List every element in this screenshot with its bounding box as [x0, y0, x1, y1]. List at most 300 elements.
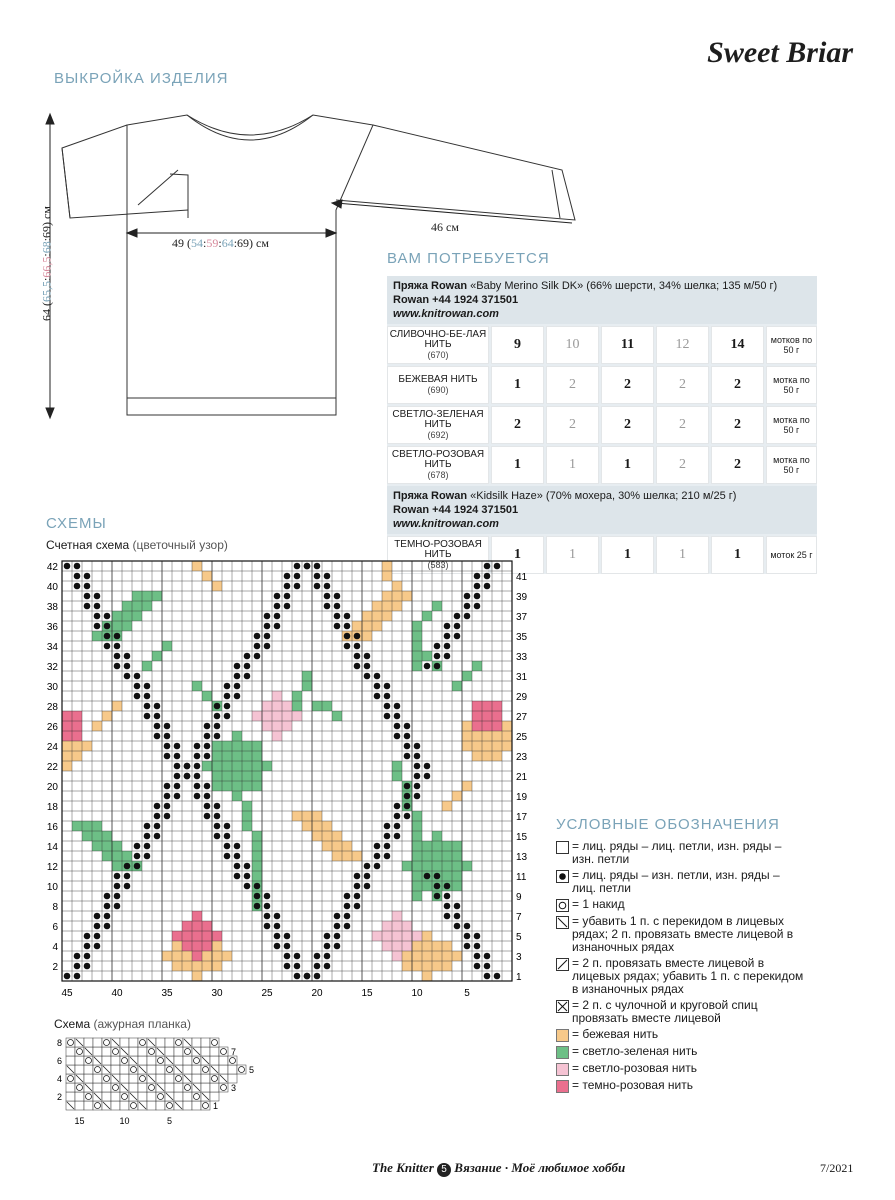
stitch-dot [444, 623, 451, 630]
row-label: 35 [516, 632, 528, 643]
yarn1-header [387, 276, 817, 324]
chart-cell [432, 941, 442, 951]
stitch-dot [384, 823, 391, 830]
row-label: 5 [516, 932, 522, 943]
chart-cell [242, 781, 252, 791]
chart-cell [452, 871, 462, 881]
stitch-dot [394, 813, 401, 820]
stitch-dot [284, 943, 291, 950]
stitch-dot [474, 953, 481, 960]
chart-cell [462, 671, 472, 681]
chart-cell [212, 951, 222, 961]
stitch-dot [354, 893, 361, 900]
stitch-dot [234, 673, 241, 680]
chart-cell [382, 571, 392, 581]
stitch-dot [454, 903, 461, 910]
stitch-dot [94, 603, 101, 610]
lace-cell [147, 1101, 156, 1110]
chart-cell [232, 781, 242, 791]
chart-cell [212, 941, 222, 951]
stitch-dot [404, 783, 411, 790]
lace-cell [192, 1065, 201, 1074]
chart-cell [62, 751, 72, 761]
chart-cell [142, 591, 152, 601]
chart-cell [112, 611, 122, 621]
stitch-dot [344, 643, 351, 650]
stitch-dot [114, 643, 121, 650]
lace-cell [129, 1047, 138, 1056]
stitch-dot [494, 563, 501, 570]
lace-cell [93, 1074, 102, 1083]
stitch-dot [114, 653, 121, 660]
stitch-dot [134, 693, 141, 700]
length-sep-1: : [39, 277, 54, 281]
chart-cell [192, 961, 202, 971]
material-unit: мотка по 50 г [766, 406, 817, 444]
lace-cell [192, 1101, 201, 1110]
legend-text: = темно-розовая нить [572, 1078, 694, 1092]
lace-cell [219, 1056, 228, 1065]
chart-cell [412, 951, 422, 961]
row-label: 8 [52, 902, 58, 913]
stitch-dot [314, 583, 321, 590]
chart-cell [132, 611, 142, 621]
stitch-dot [124, 863, 131, 870]
lace-cell [192, 1038, 201, 1047]
chart-cell [242, 761, 252, 771]
stitch-dot [384, 703, 391, 710]
stitch-dot [134, 853, 141, 860]
chart-cell [452, 881, 462, 891]
chart-cell [102, 851, 112, 861]
stitch-dot [104, 913, 111, 920]
stitch-dot [264, 623, 271, 630]
row-label: 27 [516, 712, 528, 723]
stitch-dot [164, 793, 171, 800]
stitch-dot [114, 903, 121, 910]
lace-cell [120, 1074, 129, 1083]
legend-symbol-dot [556, 870, 569, 883]
stitch-dot [214, 823, 221, 830]
stitch-dot [114, 893, 121, 900]
row-label: 40 [46, 582, 58, 593]
stitch-dot [84, 933, 91, 940]
chart-cell [292, 691, 302, 701]
stitch-dot [94, 593, 101, 600]
stitch-dot [444, 883, 451, 890]
material-quantity: 2 [656, 366, 709, 404]
legend-symbol-cross [556, 1000, 569, 1013]
stitch-dot [74, 953, 81, 960]
chart-cell [202, 691, 212, 701]
chart-cell [262, 711, 272, 721]
chart-cell [212, 751, 222, 761]
stitch-dot [434, 653, 441, 660]
legend-item [556, 1079, 806, 1093]
stitch-dot [284, 593, 291, 600]
stitch-dot [314, 963, 321, 970]
material-unit: мотка по 50 г [766, 366, 817, 404]
material-quantity: 9 [491, 326, 544, 364]
stitch-dot [444, 643, 451, 650]
chart-cell [232, 771, 242, 781]
chart-cell [72, 731, 82, 741]
stitch-dot [264, 893, 271, 900]
chart-cell [402, 591, 412, 601]
stitch-dot [464, 923, 471, 930]
stitch-dot [324, 593, 331, 600]
stitch-dot [424, 773, 431, 780]
chart-cell [232, 791, 242, 801]
chart-cell [72, 821, 82, 831]
footer-mag2: Вязание · Моё любимое хобби [454, 1160, 626, 1175]
stitch-dot [454, 613, 461, 620]
chart-cell [472, 661, 482, 671]
stitch-dot [134, 673, 141, 680]
chart-cell [242, 771, 252, 781]
row-label: 36 [46, 622, 58, 633]
chart-cell [502, 731, 512, 741]
stitch-dot [254, 643, 261, 650]
stitch-dot [254, 893, 261, 900]
stitch-dot [134, 683, 141, 690]
stitch-dot [214, 733, 221, 740]
chart-cell [202, 921, 212, 931]
stitch-dot [354, 903, 361, 910]
stitch-dot [284, 963, 291, 970]
stitch-dot [404, 803, 411, 810]
material-name-text: ТЕМНО-РОЗОВАЯ НИТЬ [394, 539, 482, 560]
stitch-dot [294, 963, 301, 970]
chart-cell [92, 721, 102, 731]
chart-cell [352, 851, 362, 861]
chart-cell [322, 831, 332, 841]
chart-cell [122, 621, 132, 631]
chart-cell [442, 951, 452, 961]
width-label [172, 236, 269, 251]
chart-cell [242, 811, 252, 821]
chart-cell [272, 701, 282, 711]
chart-cell [422, 971, 432, 981]
stitch-dot [254, 653, 261, 660]
chart-cell [372, 601, 382, 611]
lace-cell [210, 1047, 219, 1056]
stitch-dot [464, 943, 471, 950]
row-label: 6 [52, 922, 58, 933]
chart-cell [372, 611, 382, 621]
chart-cell [332, 711, 342, 721]
chart-cell [82, 821, 92, 831]
chart-cell [92, 821, 102, 831]
lace-cell [156, 1101, 165, 1110]
stitch-dot [164, 723, 171, 730]
chart-cell [122, 851, 132, 861]
chart-cell [152, 651, 162, 661]
chart-cell [402, 951, 412, 961]
chart-cell [492, 701, 502, 711]
material-quantity: 1 [546, 446, 599, 484]
chart-cell [292, 711, 302, 721]
chart-cell [462, 861, 472, 871]
chart-cell [482, 751, 492, 761]
lace-cell [147, 1056, 156, 1065]
chart2-title-main: Схема [54, 1017, 91, 1031]
material-name-text: СЛИВОЧНО-БЕ-ЛАЯ НИТЬ [389, 329, 487, 350]
chart-cell [252, 741, 262, 751]
legend-text: = светло-розовая нить [572, 1061, 697, 1075]
stitch-dot [144, 703, 151, 710]
chart-cell [62, 721, 72, 731]
chart-cell [192, 921, 202, 931]
stitch-dot [184, 763, 191, 770]
stitch-dot [384, 843, 391, 850]
material-quantity: 1 [601, 536, 654, 574]
stitch-dot [144, 683, 151, 690]
chart-cell [92, 631, 102, 641]
chart-cell [342, 841, 352, 851]
chart-cell [222, 741, 232, 751]
stitch-dot [244, 873, 251, 880]
chart-cell [292, 811, 302, 821]
row-label: 10 [46, 882, 58, 893]
row-label: 32 [46, 662, 58, 673]
stitch-dot [114, 873, 121, 880]
chart-cell [262, 721, 272, 731]
stitch-dot [234, 873, 241, 880]
column-label: 10 [411, 988, 423, 999]
lace-cell [129, 1074, 138, 1083]
chart-cell [62, 731, 72, 741]
lace-cell [138, 1092, 147, 1101]
chart-cell [382, 941, 392, 951]
stitch-dot [154, 733, 161, 740]
lace-cell [201, 1038, 210, 1047]
stitch-dot [454, 913, 461, 920]
chart-cell [252, 761, 262, 771]
stitch-dot [204, 803, 211, 810]
stitch-dot [254, 633, 261, 640]
stitch-dot [404, 743, 411, 750]
stitch-dot [324, 603, 331, 610]
chart-cell [412, 841, 422, 851]
chart-cell [282, 721, 292, 731]
stitch-dot [84, 943, 91, 950]
stitch-dot [344, 893, 351, 900]
stitch-dot [334, 613, 341, 620]
legend-text: = 2 п. провязать вместе лицевой в лицевых рядах; убавить 1 п. с перекидом в изнаночных рядах [572, 956, 804, 996]
chart-cell [72, 741, 82, 751]
length-size-2: 66,5 [39, 256, 54, 278]
chart-cell [272, 731, 282, 741]
lace-row-label: 1 [213, 1101, 219, 1111]
stitch-dot [164, 803, 171, 810]
chart-cell [462, 731, 472, 741]
chart-cell [392, 911, 402, 921]
stitch-dot [224, 823, 231, 830]
chart-cell [172, 931, 182, 941]
chart-cell [482, 721, 492, 731]
stitch-dot [204, 743, 211, 750]
chart-cell [232, 751, 242, 761]
stitch-dot [324, 943, 331, 950]
stitch-dot [204, 753, 211, 760]
chart1-title-sub: (цветочный узор) [129, 538, 228, 552]
material-code: (678) [427, 470, 449, 480]
stitch-dot [354, 633, 361, 640]
chart-cell [372, 621, 382, 631]
stitch-dot [224, 713, 231, 720]
material-quantity: 2 [656, 406, 709, 444]
stitch-dot [464, 613, 471, 620]
stitch-dot [174, 793, 181, 800]
legend-item [556, 1045, 806, 1059]
material-unit: моток 25 г [766, 536, 817, 574]
stitch-dot [204, 813, 211, 820]
stitch-dot [444, 633, 451, 640]
stitch-dot [134, 863, 141, 870]
stitch-dot [94, 913, 101, 920]
stitch-dot [254, 903, 261, 910]
chart-cell [472, 731, 482, 741]
length-label [40, 184, 55, 344]
lace-column-label: 10 [119, 1116, 130, 1126]
lace-cell [183, 1101, 192, 1110]
stitch-dot [444, 903, 451, 910]
chart-cell [62, 711, 72, 721]
chart-cell [252, 851, 262, 861]
stitch-dot [384, 833, 391, 840]
chart-cell [432, 831, 442, 841]
lace-row-label: 6 [56, 1056, 62, 1066]
chart-cell [312, 811, 322, 821]
chart-cell [182, 951, 192, 961]
material-quantity: 14 [711, 326, 764, 364]
chart-cell [72, 721, 82, 731]
chart-cell [192, 951, 202, 961]
material-quantity: 2 [601, 366, 654, 404]
chart-cell [392, 921, 402, 931]
stitch-dot [374, 853, 381, 860]
length-sep-3: :69) см [39, 206, 54, 242]
stitch-dot [274, 613, 281, 620]
lace-cell [147, 1065, 156, 1074]
stitch-dot [354, 663, 361, 670]
material-quantity: 11 [601, 326, 654, 364]
stitch-dot [354, 643, 361, 650]
length-sep-2: : [39, 253, 54, 257]
stitch-dot [404, 723, 411, 730]
stitch-dot [354, 873, 361, 880]
chart-cell [452, 851, 462, 861]
row-label: 19 [516, 792, 528, 803]
chart-cell [62, 761, 72, 771]
lace-row-label: 7 [231, 1047, 237, 1057]
stitch-dot [74, 583, 81, 590]
lace-cell [120, 1038, 129, 1047]
stitch-dot [214, 723, 221, 730]
row-label: 37 [516, 612, 528, 623]
legend-symbol-lightpink [556, 1063, 569, 1076]
chart-cell [212, 961, 222, 971]
chart-cell [422, 941, 432, 951]
stitch-dot [194, 783, 201, 790]
materials-table [387, 276, 817, 574]
legend-text: = бежевая нить [572, 1027, 659, 1041]
chart-cell [442, 871, 452, 881]
stitch-dot [114, 883, 121, 890]
stitch-dot [444, 653, 451, 660]
stitch-dot [144, 693, 151, 700]
stitch-dot [104, 633, 111, 640]
stitch-dot [194, 763, 201, 770]
stitch-dot [154, 703, 161, 710]
chart-cell [162, 641, 172, 651]
material-quantity: 10 [546, 326, 599, 364]
lace-cell [111, 1092, 120, 1101]
stitch-dot [144, 713, 151, 720]
chart-cell [482, 711, 492, 721]
chart-cell [442, 861, 452, 871]
lace-cell [129, 1083, 138, 1092]
row-label: 17 [516, 812, 528, 823]
stitch-dot [484, 573, 491, 580]
material-quantity: 1 [491, 446, 544, 484]
row-label: 33 [516, 652, 528, 663]
column-label: 5 [464, 988, 470, 999]
lace-cell [84, 1038, 93, 1047]
width-main: 49 ( [172, 236, 191, 250]
stitch-dot [324, 573, 331, 580]
stitch-dot [414, 783, 421, 790]
chart-cell [382, 601, 392, 611]
chart-cell [202, 961, 212, 971]
row-label: 15 [516, 832, 528, 843]
material-name-text: СВЕТЛО-ЗЕЛЕНАЯ НИТЬ [392, 409, 484, 430]
stitch-dot [84, 583, 91, 590]
legend-text: = светло-зеленая нить [572, 1044, 698, 1058]
stitch-dot [354, 653, 361, 660]
chart-cell [442, 961, 452, 971]
stitch-dot [224, 683, 231, 690]
row-label: 2 [52, 962, 58, 973]
chart-cell [422, 611, 432, 621]
stitch-dot [424, 663, 431, 670]
stitch-dot [74, 973, 81, 980]
stitch-dot [214, 703, 221, 710]
material-name-text: СВЕТЛО-РОЗОВАЯ НИТЬ [391, 449, 485, 470]
chart-cell [332, 831, 342, 841]
chart-cell [202, 951, 212, 961]
chart-cell [392, 941, 402, 951]
row-label: 26 [46, 722, 58, 733]
stitch-dot [324, 963, 331, 970]
material-code: (670) [427, 350, 449, 360]
lace-cell [210, 1056, 219, 1065]
chart-cell [202, 571, 212, 581]
row-label: 18 [46, 802, 58, 813]
flower-chart [40, 556, 540, 1000]
stitch-dot [234, 663, 241, 670]
chart-cell [272, 691, 282, 701]
stitch-dot [314, 953, 321, 960]
stitch-dot [344, 633, 351, 640]
stitch-dot [134, 843, 141, 850]
stitch-dot [354, 883, 361, 890]
row-label: 28 [46, 702, 58, 713]
stitch-dot [264, 643, 271, 650]
lace-cell [93, 1038, 102, 1047]
stitch-dot [314, 973, 321, 980]
